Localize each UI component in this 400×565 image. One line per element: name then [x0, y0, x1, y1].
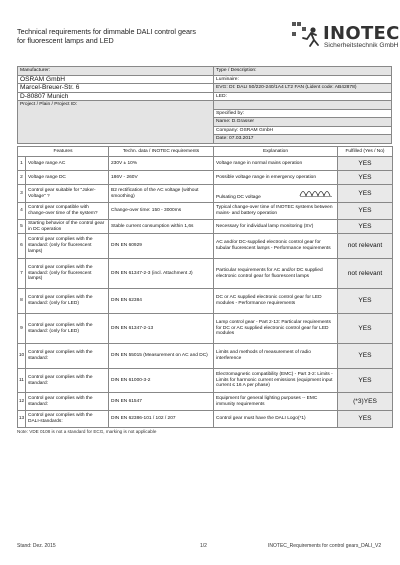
col-header-requirements: Techn. data / INOTEC requirements — [109, 147, 214, 157]
row-fulfilled: YES — [338, 289, 393, 314]
logo-subtitle: Sicherheitstechnik GmbH — [324, 42, 399, 49]
row-feature: Control gear complies with the standard: — [26, 393, 109, 411]
row-explanation: Electromagnetic compatibility (EMC) - Part 3-2: Limits - Limits for harmonic current emissions (equipment input current ≤ 16 A per phase) — [214, 369, 338, 393]
row-fulfilled: YES — [338, 344, 393, 369]
footer-document-name: INOTEC_Requirements for control gears_DALI_V2 — [268, 543, 382, 549]
specifier-company: Company: OSRAM GmbH — [214, 126, 392, 135]
row-requirement: DIN EN 60929 — [109, 234, 214, 259]
row-number: 5 — [18, 220, 26, 234]
row-number: 9 — [18, 314, 26, 344]
col-header-explanation: Explanation — [214, 147, 338, 157]
table-row — [18, 369, 393, 393]
row-explanation: AC and/or DC-supplied electronic control gear for tubular fluorescent lamps - Performance requirements — [214, 234, 338, 259]
row-requirement: 186V - 260V — [109, 171, 214, 185]
row-feature: Voltage range DC — [26, 171, 109, 185]
row-number: 7 — [18, 259, 26, 289]
row-requirement: DIN EN 62386-101 / 102 / 207 — [109, 411, 214, 428]
row-number: 4 — [18, 203, 26, 220]
table-row — [18, 171, 393, 185]
row-explanation: Typical change-over time of INOTEC systems between mains- and battery operation — [214, 203, 338, 220]
row-number: 3 — [18, 185, 26, 203]
specified-label: Specified by: — [214, 109, 392, 118]
row-feature: Starting behavior of the control gear in DC operation — [26, 220, 109, 234]
table-row — [18, 203, 393, 220]
row-fulfilled: YES — [338, 203, 393, 220]
row-number: 13 — [18, 411, 26, 428]
title-line-2: for fluorescent lamps and LED — [17, 35, 114, 45]
footer-page-number: 1/2 — [200, 543, 207, 549]
row-explanation: Voltage range in normal mains operation — [214, 157, 338, 171]
evg-value: EVG: Dt: DALI 50/220-240/1A4 LT2 FAN (Lident code: AB42878) — [214, 84, 392, 93]
row-requirement: DIN EN 61347-2-13 — [109, 314, 214, 344]
row-number: 11 — [18, 369, 26, 393]
table-row — [18, 234, 393, 259]
row-fulfilled: YES — [338, 314, 393, 344]
specification-date: Date: 07.03.2017 — [214, 135, 392, 144]
row-feature: Control gear compatible with change-over time of the system? — [26, 203, 109, 220]
row-requirement: Stable current consumption within 1,6s — [109, 220, 214, 234]
footer-stand: Stand: Dez. 2015 — [17, 543, 56, 549]
table-row — [18, 259, 393, 289]
row-number: 1 — [18, 157, 26, 171]
row-feature: Control gear complies with the standard: — [26, 344, 109, 369]
row-explanation: Necessary for individual lamp monitoring (SV) — [214, 220, 338, 234]
row-number: 12 — [18, 393, 26, 411]
row-fulfilled: YES — [338, 157, 393, 171]
row-requirement: DIN EN 55015 (Measurement on AC and DC) — [109, 344, 214, 369]
table-row — [18, 344, 393, 369]
table-row — [18, 220, 393, 234]
specifier-name: Name: D.Grasser — [214, 118, 392, 127]
manufacturer-city: D-80807 Munich — [18, 92, 214, 101]
logo-name: INOTEC — [323, 23, 400, 44]
led-empty-row — [214, 101, 392, 109]
row-fulfilled: (*3)YES — [338, 393, 393, 411]
row-fulfilled: YES — [338, 171, 393, 185]
col-header-features: Features — [18, 147, 109, 157]
table-row — [18, 393, 393, 411]
row-feature: Control gear complies with the standard: — [26, 369, 109, 393]
requirements-table — [17, 146, 393, 428]
row-feature: Control gear complies with the standard: (only for LED) — [26, 314, 109, 344]
table-note: Note: VDE 0108 is not a standard for ECG, marking is not applicable — [17, 429, 157, 434]
table-row — [18, 185, 393, 203]
row-feature: Control gear complies with the standard: (only for fluorescent lamps) — [26, 234, 109, 259]
luminaire-label: Luminaire: — [214, 75, 392, 84]
inotec-logo — [290, 22, 400, 52]
page-header — [0, 0, 400, 62]
row-number: 2 — [18, 171, 26, 185]
row-requirement: Change-over time: 150 - 3000ms — [109, 203, 214, 220]
row-requirement: DIN EN 62384 — [109, 289, 214, 314]
row-fulfilled: YES — [338, 220, 393, 234]
manufacturer-name: OSRAM GmbH — [18, 75, 214, 84]
row-feature: Voltage range AC — [26, 157, 109, 171]
row-explanation: DC or AC supplied electronic control gear for LED modules - Performance requirements — [214, 289, 338, 314]
row-requirement: DIN EN 61347-2-3 (incl. Attachment J) — [109, 259, 214, 289]
row-fulfilled: not relevant — [338, 259, 393, 289]
type-label: Type / Description: — [214, 67, 392, 76]
pulsating-dc-wave-icon — [299, 187, 333, 197]
row-explanation: Control gear must have the DALI Logo(*1) — [214, 411, 338, 428]
row-explanation: Possible voltage range in emergency operation — [214, 171, 338, 185]
table-row — [18, 157, 393, 171]
row-feature: Control gear complies with the standard: (only for fluorescent lamps) — [26, 259, 109, 289]
row-fulfilled: YES — [338, 369, 393, 393]
info-table — [17, 66, 392, 144]
table-header-row — [18, 147, 393, 157]
row-explanation: Particular requirements for AC and/or DC supplied electronic control gear for fluorescent lamps — [214, 259, 338, 289]
row-explanation: Limits and methods of measurement of radio interference — [214, 344, 338, 369]
row-fulfilled: not relevant — [338, 234, 393, 259]
row-requirement: DIN EN 61000-3-2 — [109, 369, 214, 393]
row-fulfilled: YES — [338, 185, 393, 203]
row-requirement: 230V ± 10% — [109, 157, 214, 171]
row-fulfilled: YES — [338, 411, 393, 428]
row-explanation: Lamp control gear - Part 2-13: Particular requirements for DC or AC supplied electronic control gear for LED modules — [214, 314, 338, 344]
row-feature: Control gear complies with the standard: (only for LED) — [26, 289, 109, 314]
table-row — [18, 411, 393, 428]
row-explanation: Equipment for general lighting purposes -- EMC immunity requirements — [214, 393, 338, 411]
table-row — [18, 289, 393, 314]
document-title — [17, 28, 267, 45]
col-header-fulfilled: Fulfilled (Yes / No) — [338, 147, 393, 157]
row-requirement: B2 rectification of the AC voltage (without smoothing) — [109, 185, 214, 203]
row-explanation: Pulsating DC voltage — [216, 195, 261, 201]
title-line-1: Technical requirements for dimmable DALI control gears — [17, 27, 196, 36]
row-number: 8 — [18, 289, 26, 314]
row-feature: Control gear suitable for "Joker-Voltage" ? — [26, 185, 109, 203]
manufacturer-street: Marcel-Breuer-Str. 6 — [18, 84, 214, 93]
running-man-icon — [292, 22, 320, 52]
manufacturer-label: Manufacturer: — [18, 67, 214, 76]
row-number: 10 — [18, 344, 26, 369]
table-row — [18, 314, 393, 344]
row-requirement: DIN EN 61547 — [109, 393, 214, 411]
row-feature: Control gear complies with the DALI-standards: — [26, 411, 109, 428]
project-label: Project / Plain / Project ID: — [18, 101, 214, 144]
row-explanation-cell — [214, 185, 338, 203]
row-number: 6 — [18, 234, 26, 259]
led-label: LED: — [214, 92, 392, 101]
